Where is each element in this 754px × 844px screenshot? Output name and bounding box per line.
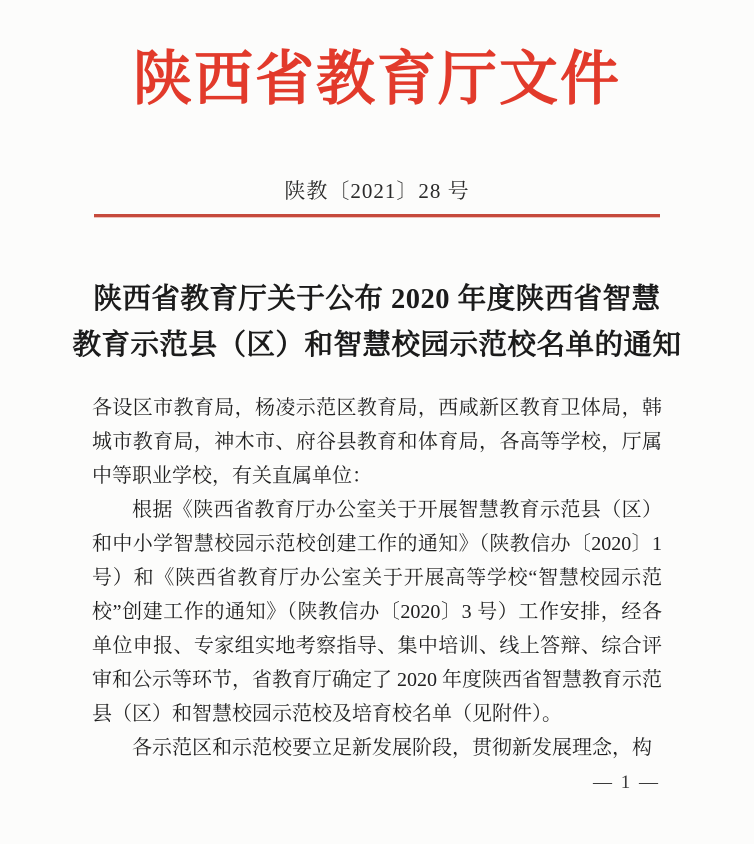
red-divider-line bbox=[94, 214, 660, 217]
body-paragraph-1: 根据《陕西省教育厅办公室关于开展智慧教育示范县（区）和中小学智慧校园示范校创建工作的通知》（陕教信办〔2020〕1 号）和《陕西省教育厅办公室关于开展高等学校“智慧校园示范校”创建工作的通知》（陕教信办〔2020〕3 号）工作安排，经各单位申报、专家组实地考察指导、集中培训、线上答辩、综合评审和公示等环节，省教育厅确定了 2020 年度陕西省智慧教育示范县（区）和智慧校园示范校及培育校名单（见附件）。 bbox=[92, 498, 662, 725]
page-number: — 1 — bbox=[593, 772, 660, 793]
notice-title-line-2: 教育示范县（区）和智慧校园示范校名单的通知 bbox=[72, 329, 682, 361]
body-paragraph-2: 各示范区和示范校要立足新发展阶段，贯彻新发展理念，构 bbox=[132, 736, 652, 759]
letterhead-title: 陕西省教育厅文件 bbox=[132, 46, 621, 112]
notice-title bbox=[0, 277, 754, 369]
notice-body bbox=[92, 391, 662, 765]
document-number: 陕教〔2021〕28 号 bbox=[284, 178, 470, 203]
recipients-paragraph: 各设区市教育局，杨凌示范区教育局，西咸新区教育卫体局，韩城市教育局，神木市、府谷县教育和体育局，各高等学校，厅属中等职业学校，有关直属单位： bbox=[92, 396, 662, 487]
notice-title-line-1: 陕西省教育厅关于公布 2020 年度陕西省智慧 bbox=[93, 283, 661, 315]
